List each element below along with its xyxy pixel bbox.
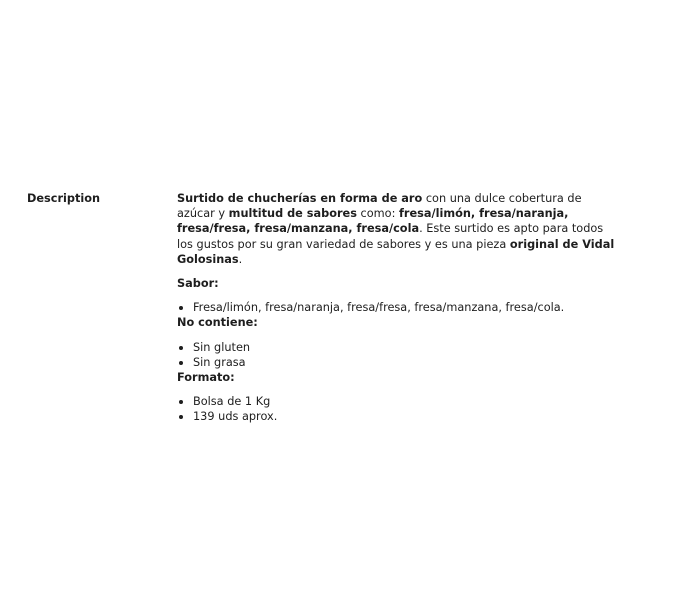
desc-bold-2: multitud de sabores (228, 207, 357, 221)
no-contiene-list (177, 340, 617, 370)
description-paragraph (177, 191, 617, 267)
description-content (177, 191, 617, 425)
desc-text-2: como: (356, 207, 399, 221)
list-item: Bolsa de 1 Kg (177, 394, 617, 409)
list-item: Sin gluten (177, 340, 617, 355)
desc-bold-3: fresa/limón, fresa/naranja, fresa/fresa, fresa/manzana, fresa/cola (177, 207, 569, 236)
sabor-heading: Sabor: (177, 277, 219, 291)
description-tab-label: Description (27, 192, 101, 205)
desc-text-3: . Este surtido es apto para todos los gustos por su gran variedad de sabores y es una pieza (177, 222, 604, 251)
desc-text-1: con una dulce cobertura de azúcar y (177, 192, 582, 221)
formato-heading: Formato: (177, 371, 235, 385)
list-item: 139 uds aprox. (177, 409, 617, 424)
desc-text-4: . (238, 252, 243, 266)
desc-bold-4: original de Vidal Golosinas (177, 237, 615, 266)
desc-bold-1: Surtido de chucherías en forma de aro (177, 192, 423, 205)
list-item: Fresa/limón, fresa/naranja, fresa/fresa, fresa/manzana, fresa/cola. (177, 300, 617, 315)
no-contiene-heading: No contiene: (177, 316, 258, 330)
sabor-list (177, 300, 617, 315)
list-item: Sin grasa (177, 355, 617, 370)
formato-list (177, 394, 617, 424)
